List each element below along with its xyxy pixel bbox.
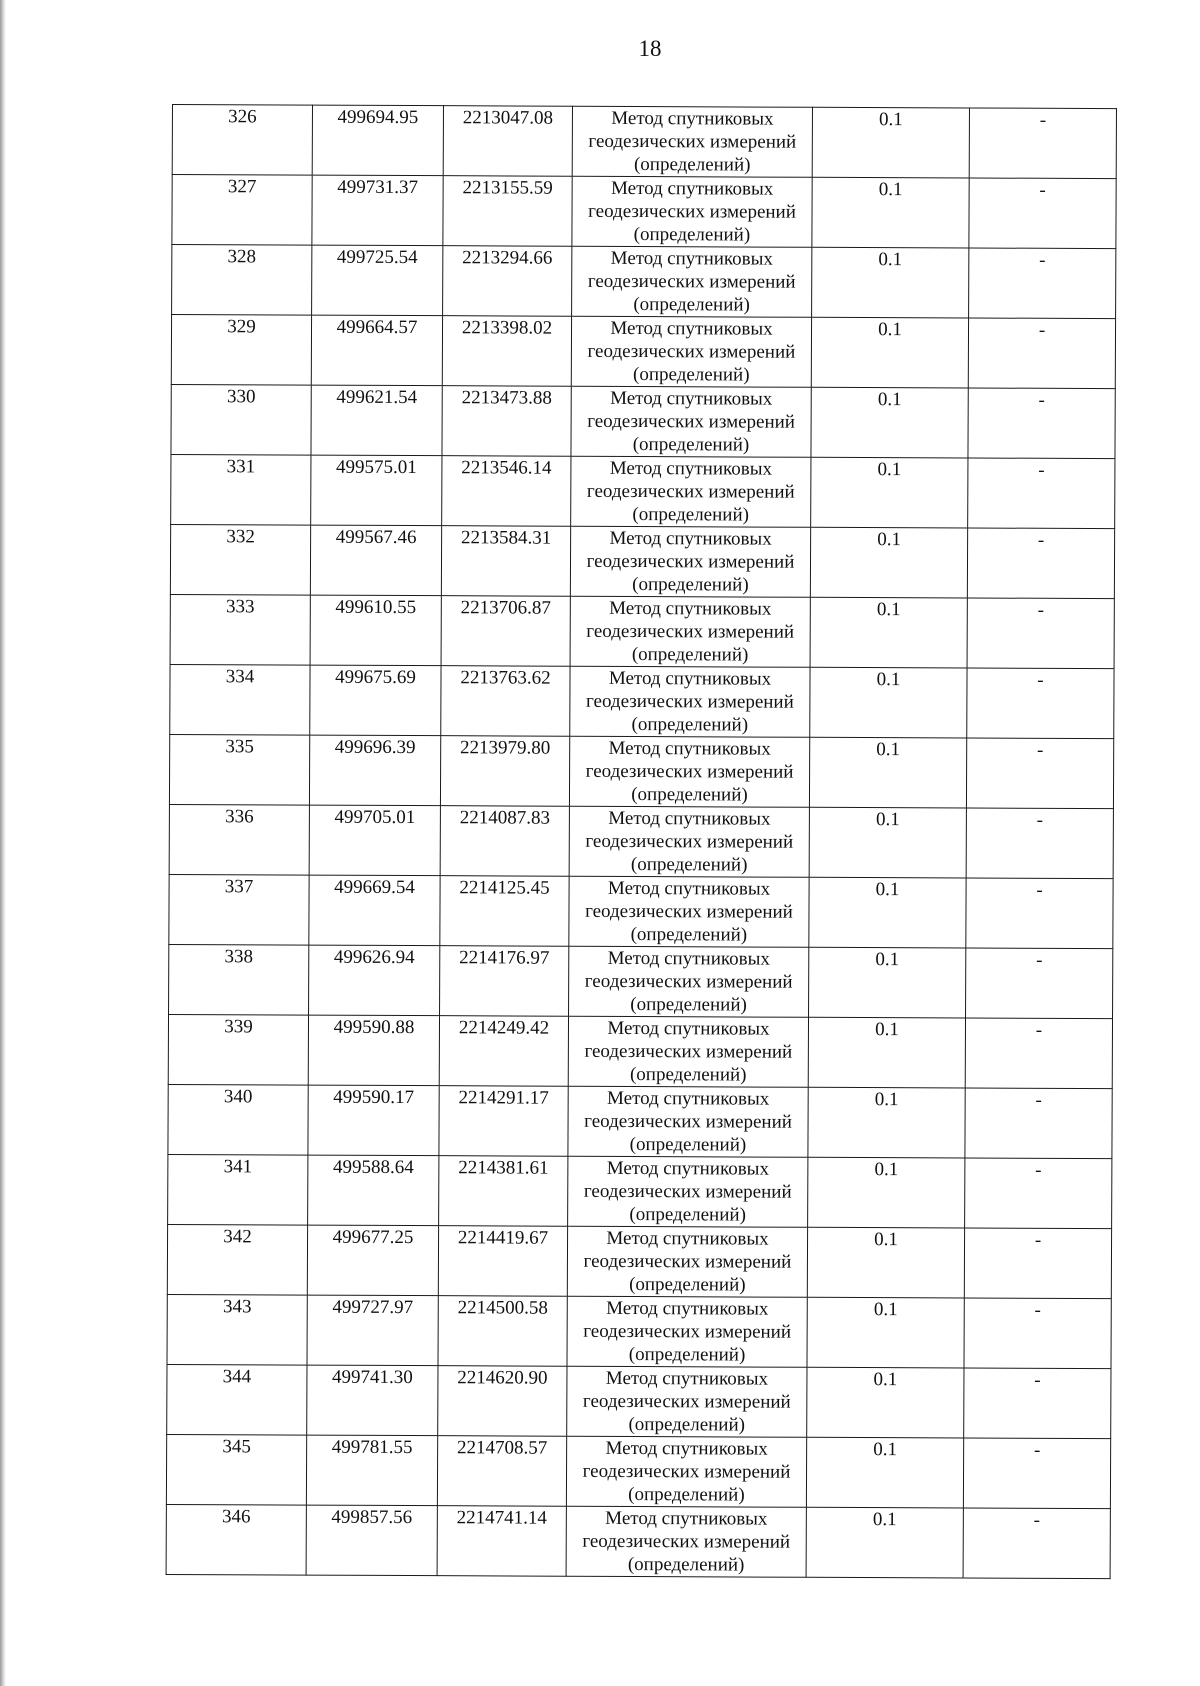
y-coordinate-cell: 2214176.97 <box>440 946 569 1017</box>
x-coordinate-cell: 499696.39 <box>309 735 440 806</box>
note-cell: - <box>964 1298 1111 1369</box>
point-number-cell: 346 <box>166 1504 306 1575</box>
method-line: (определений) <box>632 574 749 596</box>
method-line: (определений) <box>629 1274 746 1296</box>
method-line: (определений) <box>628 1344 746 1366</box>
note-cell: - <box>968 318 1115 389</box>
point-number-cell: 334 <box>170 664 310 735</box>
method-line: Метод спутниковых <box>610 387 773 410</box>
note-cell: - <box>969 108 1116 179</box>
method-line: (определений) <box>633 224 751 246</box>
method-cell <box>572 106 812 177</box>
y-coordinate-cell: 2214500.58 <box>438 1296 567 1367</box>
method-line: геодезических измерений <box>584 1110 792 1133</box>
method-line: (определений) <box>628 1414 746 1436</box>
x-coordinate-cell: 499567.46 <box>310 525 441 596</box>
accuracy-cell: 0.1 <box>811 457 968 528</box>
method-cell <box>567 1226 807 1297</box>
method-cell <box>569 806 809 877</box>
method-line: Метод спутниковых <box>605 1437 768 1460</box>
table-row <box>169 734 1113 808</box>
x-coordinate-cell: 499669.54 <box>309 875 440 946</box>
method-cell <box>568 1016 808 1087</box>
method-line: (определений) <box>633 364 750 386</box>
coordinates-table <box>166 104 1117 1579</box>
method-cell <box>570 666 810 737</box>
method-line: (определений) <box>631 784 748 806</box>
method-line: Метод спутниковых <box>608 667 772 690</box>
table-row <box>167 1294 1111 1368</box>
method-line: геодезических измерений <box>584 1040 793 1063</box>
method-line: (определений) <box>630 854 748 876</box>
table-row <box>168 1154 1112 1228</box>
method-line: геодезических измерений <box>582 1390 791 1413</box>
table-row <box>172 105 1116 179</box>
point-number-cell: 341 <box>168 1154 308 1225</box>
y-coordinate-cell: 2214087.83 <box>440 806 569 877</box>
accuracy-cell: 0.1 <box>809 877 966 948</box>
x-coordinate-cell: 499590.88 <box>308 1015 439 1086</box>
method-cell <box>566 1506 806 1577</box>
method-line: Метод спутниковых <box>610 247 773 270</box>
table-row <box>168 1014 1112 1088</box>
accuracy-cell: 0.1 <box>806 1507 963 1578</box>
method-cell <box>570 596 810 667</box>
accuracy-cell: 0.1 <box>807 1227 964 1298</box>
method-line: геодезических измерений <box>583 1250 792 1273</box>
x-coordinate-cell: 499731.37 <box>312 175 443 246</box>
point-number-cell: 327 <box>172 175 312 246</box>
method-line: геодезических измерений <box>585 690 794 713</box>
table-row <box>171 315 1115 389</box>
table-row <box>172 175 1116 249</box>
y-coordinate-cell: 2213979.80 <box>440 736 569 807</box>
method-line: (определений) <box>628 1484 745 1506</box>
method-line: Метод спутниковых <box>611 107 774 130</box>
method-line: (определений) <box>632 434 750 456</box>
table-row <box>166 1434 1110 1508</box>
table-row <box>166 1504 1110 1578</box>
y-coordinate-cell: 2213047.08 <box>443 106 572 177</box>
point-number-cell: 338 <box>169 944 309 1015</box>
point-number-cell: 333 <box>170 594 310 665</box>
note-cell: - <box>966 738 1113 809</box>
point-number-cell: 339 <box>168 1014 308 1085</box>
y-coordinate-cell: 2213398.02 <box>442 316 571 387</box>
method-line: геодезических измерений <box>588 130 797 153</box>
method-line: Метод спутниковых <box>607 877 771 900</box>
x-coordinate-cell: 499727.97 <box>307 1295 438 1366</box>
note-cell: - <box>964 1228 1111 1299</box>
method-cell <box>569 736 809 807</box>
page-number-text: 18 <box>638 36 662 61</box>
accuracy-cell: 0.1 <box>812 177 969 248</box>
method-line: Метод спутниковых <box>608 737 771 760</box>
accuracy-cell: 0.1 <box>809 807 966 878</box>
y-coordinate-cell: 2213763.62 <box>441 666 570 737</box>
method-line: (определений) <box>632 504 750 526</box>
table-row <box>170 524 1114 598</box>
x-coordinate-cell: 499575.01 <box>311 455 442 526</box>
note-cell: - <box>965 1158 1112 1229</box>
y-coordinate-cell: 2213546.14 <box>442 456 571 527</box>
y-coordinate-cell: 2213155.59 <box>443 176 572 247</box>
method-line: (определений) <box>627 1554 745 1576</box>
note-cell: - <box>969 178 1116 249</box>
method-line: Метод спутниковых <box>610 317 773 340</box>
table-row <box>171 454 1115 528</box>
note-cell: - <box>966 948 1113 1019</box>
method-line: Метод спутниковых <box>606 1087 770 1110</box>
x-coordinate-cell: 499588.64 <box>308 1155 439 1226</box>
method-line: (определений) <box>629 1134 747 1156</box>
accuracy-cell: 0.1 <box>808 1017 965 1088</box>
x-coordinate-cell: 499626.94 <box>309 945 440 1016</box>
method-line: геодезических измерений <box>585 760 794 783</box>
point-number-cell: 335 <box>169 734 309 805</box>
method-line: геодезических измерений <box>586 620 795 643</box>
accuracy-cell: 0.1 <box>809 737 966 808</box>
point-number-cell: 332 <box>170 524 310 595</box>
method-line: геодезических измерений <box>587 340 796 363</box>
coordinates-table-body <box>166 105 1116 1579</box>
note-cell: - <box>966 878 1113 949</box>
y-coordinate-cell: 2214741.14 <box>437 1506 566 1577</box>
note-cell: - <box>967 598 1114 669</box>
accuracy-cell: 0.1 <box>808 1087 965 1158</box>
accuracy-cell: 0.1 <box>812 107 969 178</box>
method-line: геодезических измерений <box>585 900 793 923</box>
method-line: (определений) <box>630 924 748 946</box>
point-number-cell: 328 <box>172 245 312 316</box>
point-number-cell: 331 <box>171 454 311 525</box>
method-line: геодезических измерений <box>586 550 795 573</box>
y-coordinate-cell: 2214708.57 <box>437 1436 566 1507</box>
note-cell: - <box>969 248 1116 319</box>
y-coordinate-cell: 2213584.31 <box>441 526 570 597</box>
y-coordinate-cell: 2214419.67 <box>438 1226 567 1297</box>
method-cell <box>568 1086 808 1157</box>
table-row <box>170 594 1114 668</box>
point-number-cell: 343 <box>167 1294 307 1365</box>
method-line: Метод спутниковых <box>608 807 771 830</box>
table-row <box>169 874 1113 948</box>
x-coordinate-cell: 499857.56 <box>306 1505 437 1576</box>
point-number-cell: 340 <box>168 1084 308 1155</box>
method-cell <box>568 1156 808 1227</box>
method-cell <box>571 316 811 387</box>
x-coordinate-cell: 499610.55 <box>310 595 441 666</box>
table-row <box>169 944 1113 1018</box>
method-cell <box>572 246 812 317</box>
method-cell <box>570 526 810 597</box>
method-line: геодезических измерений <box>583 1320 792 1343</box>
table-row <box>168 1084 1112 1158</box>
method-cell <box>567 1296 807 1367</box>
method-cell <box>566 1436 806 1507</box>
table-row <box>170 664 1114 738</box>
x-coordinate-cell: 499741.30 <box>307 1365 438 1436</box>
page-number <box>0 36 1200 62</box>
x-coordinate-cell: 499705.01 <box>309 805 440 876</box>
note-cell: - <box>968 458 1115 529</box>
x-coordinate-cell: 499590.17 <box>308 1085 439 1156</box>
table-row <box>171 384 1115 458</box>
note-cell: - <box>967 668 1114 739</box>
x-coordinate-cell: 499677.25 <box>307 1225 438 1296</box>
method-line: Метод спутниковых <box>609 457 773 480</box>
note-cell: - <box>965 1088 1112 1159</box>
y-coordinate-cell: 2213706.87 <box>441 596 570 667</box>
method-line: Метод спутниковых <box>606 1227 769 1250</box>
x-coordinate-cell: 499675.69 <box>310 665 441 736</box>
method-line: геодезических измерений <box>586 480 795 503</box>
accuracy-cell: 0.1 <box>812 247 969 318</box>
table-row <box>167 1364 1111 1438</box>
x-coordinate-cell: 499781.55 <box>306 1435 437 1506</box>
method-line: Метод спутниковых <box>607 1017 770 1040</box>
method-line: Метод спутниковых <box>605 1367 769 1390</box>
accuracy-cell: 0.1 <box>807 1367 964 1438</box>
note-cell: - <box>964 1368 1111 1439</box>
method-line: геодезических измерений <box>582 1530 791 1553</box>
method-cell <box>569 946 809 1017</box>
point-number-cell: 336 <box>169 804 309 875</box>
method-line: геодезических измерений <box>584 970 793 993</box>
method-line: Метод спутниковых <box>610 177 774 200</box>
method-cell <box>569 876 809 947</box>
method-line: (определений) <box>633 154 751 176</box>
accuracy-cell: 0.1 <box>811 387 968 458</box>
accuracy-cell: 0.1 <box>810 667 967 738</box>
point-number-cell: 342 <box>167 1224 307 1295</box>
table-row <box>169 804 1113 878</box>
scan-edge <box>0 0 6 1686</box>
method-line: (определений) <box>629 1204 746 1226</box>
note-cell: - <box>963 1508 1110 1579</box>
x-coordinate-cell: 499621.54 <box>311 385 442 456</box>
method-cell <box>567 1366 807 1437</box>
y-coordinate-cell: 2214620.90 <box>438 1366 567 1437</box>
y-coordinate-cell: 2214125.45 <box>440 876 569 947</box>
accuracy-cell: 0.1 <box>809 947 966 1018</box>
method-line: (определений) <box>630 994 747 1016</box>
accuracy-cell: 0.1 <box>807 1297 964 1368</box>
table-row <box>167 1224 1111 1298</box>
point-number-cell: 330 <box>171 384 311 455</box>
method-line: геодезических измерений <box>585 830 794 853</box>
accuracy-cell: 0.1 <box>811 317 968 388</box>
y-coordinate-cell: 2213473.88 <box>442 386 571 457</box>
method-line: геодезических измерений <box>583 1180 792 1203</box>
method-cell <box>572 176 812 247</box>
x-coordinate-cell: 499725.54 <box>312 245 443 316</box>
accuracy-cell: 0.1 <box>810 597 967 668</box>
method-line: геодезических измерений <box>587 270 796 293</box>
y-coordinate-cell: 2214381.61 <box>439 1156 568 1227</box>
method-line: Метод спутниковых <box>607 947 770 970</box>
point-number-cell: 337 <box>169 874 309 945</box>
x-coordinate-cell: 499664.57 <box>311 315 442 386</box>
note-cell: - <box>963 1438 1110 1509</box>
method-line: Метод спутниковых <box>609 527 772 550</box>
point-number-cell: 344 <box>167 1364 307 1435</box>
method-line: (определений) <box>629 1064 747 1086</box>
table-row <box>172 245 1116 319</box>
method-line: геодезических измерений <box>587 410 796 433</box>
point-number-cell: 345 <box>166 1434 306 1505</box>
method-line: (определений) <box>633 294 750 316</box>
note-cell: - <box>968 388 1115 459</box>
accuracy-cell: 0.1 <box>810 527 967 598</box>
point-number-cell: 329 <box>171 315 311 386</box>
method-line: Метод спутниковых <box>605 1507 768 1530</box>
y-coordinate-cell: 2213294.66 <box>443 246 572 317</box>
method-line: Метод спутниковых <box>606 1157 770 1180</box>
method-line: Метод спутниковых <box>609 597 772 620</box>
method-line: (определений) <box>631 644 749 666</box>
x-coordinate-cell: 499694.95 <box>312 105 443 176</box>
method-line: Метод спутниковых <box>606 1297 769 1320</box>
accuracy-cell: 0.1 <box>808 1157 965 1228</box>
method-line: геодезических измерений <box>582 1460 791 1483</box>
note-cell: - <box>967 528 1114 599</box>
y-coordinate-cell: 2214249.42 <box>439 1016 568 1087</box>
note-cell: - <box>965 1018 1112 1089</box>
method-line: геодезических измерений <box>588 200 796 223</box>
method-cell <box>571 386 811 457</box>
method-line: (определений) <box>631 714 749 736</box>
point-number-cell: 326 <box>172 105 312 176</box>
note-cell: - <box>966 808 1113 879</box>
method-cell <box>571 456 811 527</box>
y-coordinate-cell: 2214291.17 <box>439 1086 568 1157</box>
accuracy-cell: 0.1 <box>806 1437 963 1508</box>
